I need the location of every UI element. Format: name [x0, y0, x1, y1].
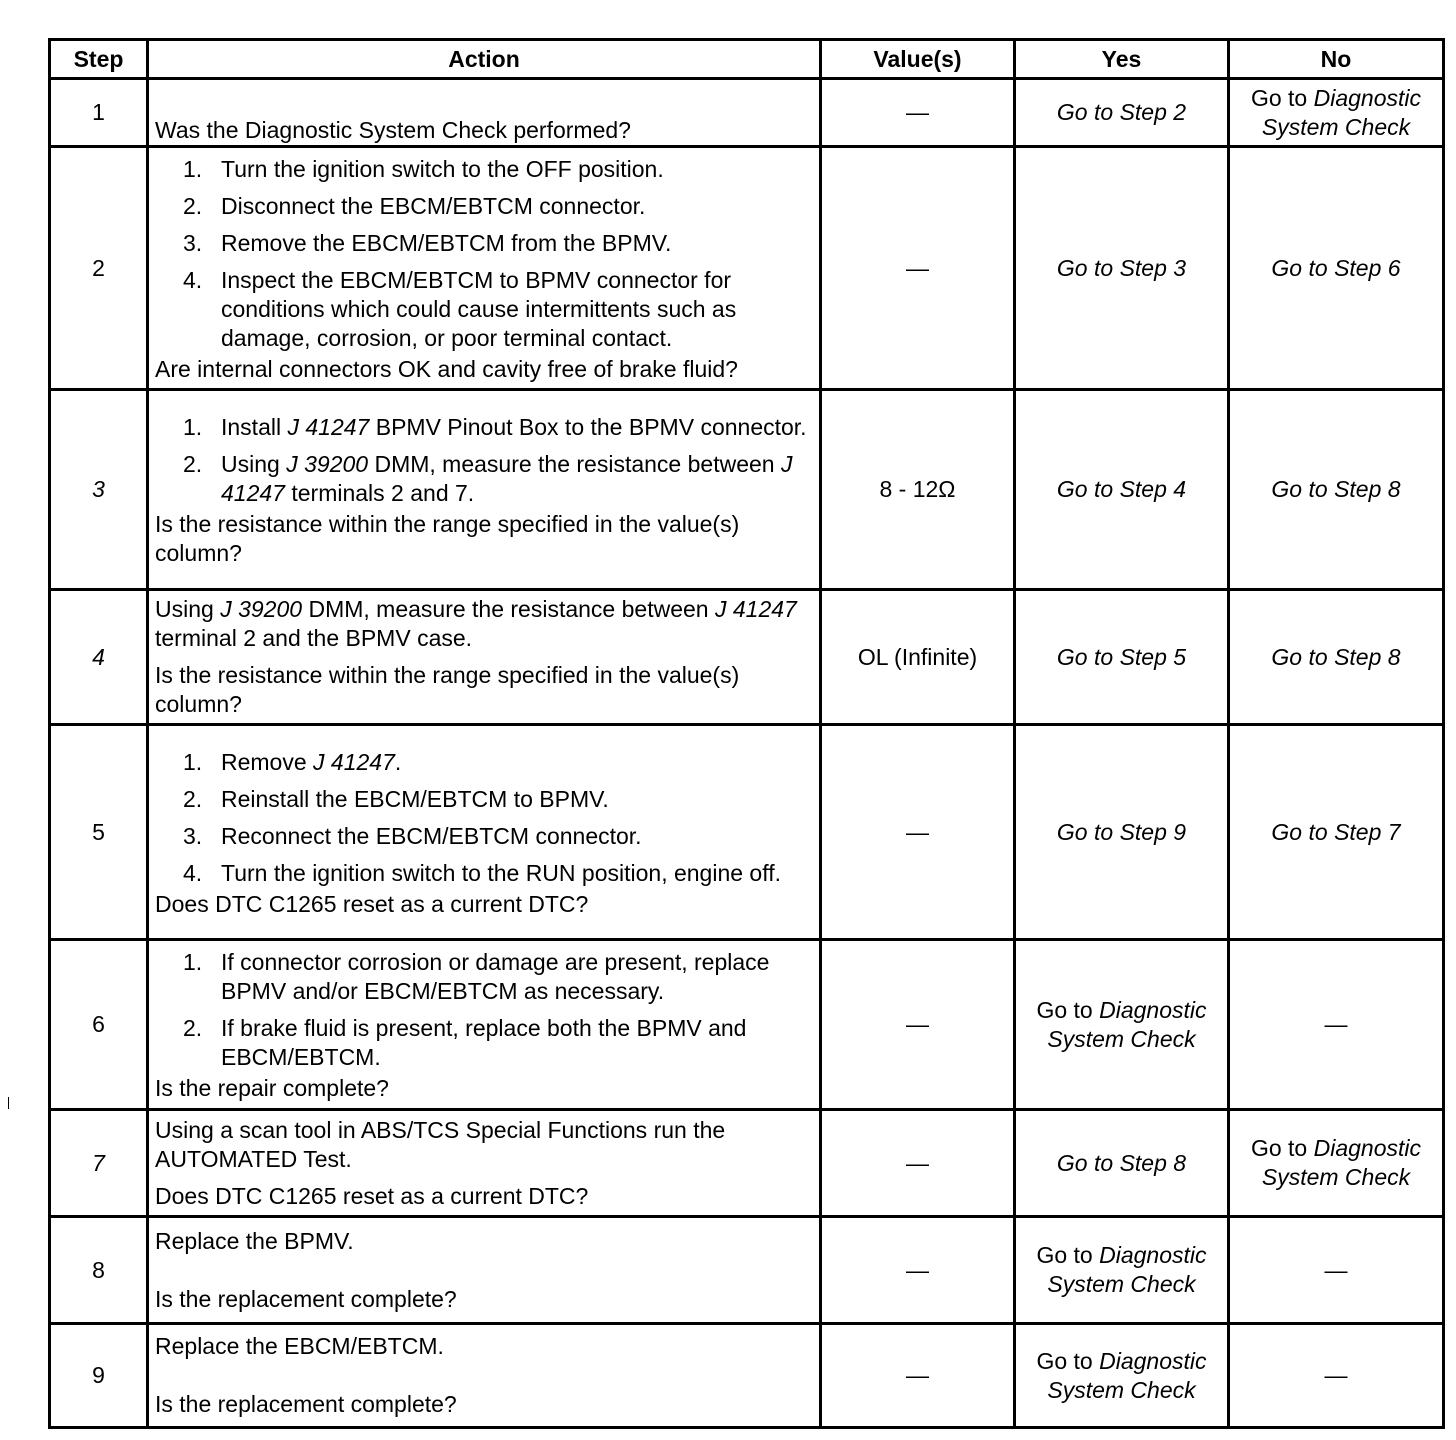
action-question: Is the replacement complete?: [155, 1285, 457, 1312]
action-steps: [155, 413, 813, 508]
tool-ref: J 39200: [220, 596, 303, 622]
step-number: 3: [50, 390, 148, 590]
yes-link[interactable]: Go to Step 2: [1056, 99, 1187, 125]
no-link[interactable]: Go to Step 8: [1271, 476, 1401, 502]
yes-link[interactable]: Diagnostic System Check: [1047, 1347, 1207, 1403]
table-row: [50, 725, 1444, 940]
value-cell: —: [821, 1324, 1015, 1428]
tool-ref: J 41247: [287, 414, 370, 440]
yes-link[interactable]: Go to Step 4: [1056, 476, 1187, 502]
tool-ref: J 39200: [286, 451, 369, 477]
no-cell: [1229, 725, 1444, 940]
yes-cell: [1015, 390, 1229, 590]
tool-ref: J 41247: [313, 748, 395, 775]
action-question: Does DTC C1265 reset as a current DTC?: [155, 890, 589, 917]
value-cell: OL (Infinite): [821, 590, 1015, 725]
action-steps: [155, 948, 813, 1072]
step-number: 7: [50, 1110, 148, 1217]
header-values: Value(s): [821, 40, 1015, 79]
table-row: [50, 390, 1444, 590]
no-link[interactable]: Diagnostic System Check: [1261, 84, 1422, 140]
value-cell: —: [821, 79, 1015, 147]
action-cell: [148, 1217, 821, 1324]
action-cell: [148, 390, 821, 590]
yes-link[interactable]: Go to Step 5: [1056, 643, 1187, 670]
value-cell: —: [821, 147, 1015, 390]
no-link[interactable]: Go to Step 8: [1271, 643, 1401, 670]
action-question: Is the resistance within the range specified in the value(s) column?: [155, 511, 740, 566]
margin-mark: [8, 1097, 9, 1109]
value-cell: —: [821, 725, 1015, 940]
action-steps: [155, 748, 813, 888]
table-row: [50, 940, 1444, 1110]
yes-cell: [1015, 725, 1229, 940]
step-number: 4: [50, 590, 148, 725]
header-step: Step: [50, 40, 148, 79]
action-cell: [148, 940, 821, 1110]
action-step: 2. If brake fluid is present, replace both the BPMV and EBCM/EBTCM.: [183, 1015, 747, 1070]
action-cell: [148, 725, 821, 940]
action-question: Does DTC C1265 reset as a current DTC?: [155, 1182, 589, 1209]
action-step: 1. Remove J 41247.: [183, 748, 402, 775]
header-row: [50, 40, 1444, 79]
value-cell: —: [821, 1110, 1015, 1217]
action-text: Using a scan tool in ABS/TCS Special Functions run the AUTOMATED Test.: [155, 1116, 726, 1172]
yes-cell: Go to Diagnostic System Check: [1015, 1324, 1229, 1428]
action-cell: [148, 590, 821, 725]
header-yes: Yes: [1015, 40, 1229, 79]
table-row: [50, 1324, 1444, 1428]
yes-cell: [1015, 1110, 1229, 1217]
action-cell: [148, 1324, 821, 1428]
diagnostic-table-container: [48, 38, 1442, 1429]
action-step: 2. Disconnect the EBCM/EBTCM connector.: [183, 192, 646, 219]
no-cell: [1229, 390, 1444, 590]
action-step: 4. Inspect the EBCM/EBTCM to BPMV connector for conditions which could cause intermittents such as damage, corrosion, or poor terminal contact.: [183, 266, 737, 351]
step-number: 1: [50, 79, 148, 147]
value-cell: —: [821, 940, 1015, 1110]
yes-cell: [1015, 147, 1229, 390]
yes-link[interactable]: Go to Step 8: [1056, 1149, 1187, 1176]
step-number: 9: [50, 1324, 148, 1428]
action-cell: [148, 147, 821, 390]
no-cell: Go to Diagnostic System Check: [1229, 79, 1444, 147]
yes-cell: Go to Diagnostic System Check: [1015, 1217, 1229, 1324]
action-question: Is the replacement complete?: [155, 1391, 457, 1417]
yes-link[interactable]: Go to Step 9: [1056, 818, 1187, 845]
yes-cell: [1015, 590, 1229, 725]
no-cell: [1229, 590, 1444, 725]
step-number: 6: [50, 940, 148, 1110]
action-text: Using J 39200 DMM, measure the resistance between J 41247 terminal 2 and the BPMV case.: [155, 596, 797, 651]
action-question: Are internal connectors OK and cavity free of brake fluid?: [155, 355, 738, 382]
action-step: 3. Remove the EBCM/EBTCM from the BPMV.: [183, 229, 672, 256]
action-step: 2. Reinstall the EBCM/EBTCM to BPMV.: [183, 785, 609, 812]
action-step: 1. Install J 41247 BPMV Pinout Box to the BPMV connector.: [183, 414, 807, 440]
yes-link[interactable]: Diagnostic System Check: [1047, 996, 1207, 1052]
table-row: [50, 590, 1444, 725]
table-row: [50, 147, 1444, 390]
action-question: Is the resistance within the range specified in the value(s) column?: [155, 662, 740, 717]
action-step: 1. If connector corrosion or damage are present, replace BPMV and/or EBCM/EBTCM as necessary.: [183, 949, 770, 1004]
no-link[interactable]: Diagnostic System Check: [1261, 1135, 1422, 1190]
action-text: Replace the EBCM/EBTCM.: [155, 1333, 444, 1359]
action-text: Replace the BPMV.: [155, 1227, 354, 1254]
action-cell: [148, 1110, 821, 1217]
no-cell: Go to Diagnostic System Check: [1229, 1110, 1444, 1217]
yes-link[interactable]: Diagnostic System Check: [1047, 1242, 1207, 1297]
header-action: Action: [148, 40, 821, 79]
value-cell: 8 - 12Ω: [821, 390, 1015, 590]
diagnostic-table: [48, 38, 1445, 1429]
no-link[interactable]: Go to Step 6: [1271, 254, 1401, 281]
step-number: 8: [50, 1217, 148, 1324]
no-cell: —: [1229, 1324, 1444, 1428]
action-steps: [155, 155, 813, 353]
action-step: 1. Turn the ignition switch to the OFF position.: [183, 155, 664, 182]
step-number: 5: [50, 725, 148, 940]
table-row: [50, 1217, 1444, 1324]
value-cell: —: [821, 1217, 1015, 1324]
action-step: 4. Turn the ignition switch to the RUN position, engine off.: [183, 859, 781, 886]
action-cell: [148, 79, 821, 147]
no-cell: [1229, 147, 1444, 390]
header-no: No: [1229, 40, 1444, 79]
action-question: Was the Diagnostic System Check performed?: [155, 117, 631, 143]
action-step: 3. Reconnect the EBCM/EBTCM connector.: [183, 822, 642, 849]
no-cell: —: [1229, 1217, 1444, 1324]
action-question: Is the repair complete?: [155, 1075, 389, 1101]
yes-cell: [1015, 79, 1229, 147]
tool-ref: J 41247: [221, 451, 793, 506]
yes-cell: Go to Diagnostic System Check: [1015, 940, 1229, 1110]
tool-ref: J 41247: [714, 596, 797, 622]
step-number: 2: [50, 147, 148, 390]
no-cell: —: [1229, 940, 1444, 1110]
table-row: [50, 79, 1444, 147]
no-link[interactable]: Go to Step 7: [1271, 818, 1401, 845]
table-row: [50, 1110, 1444, 1217]
action-step: 2. Using J 39200 DMM, measure the resistance between J 41247 terminals 2 and 7.: [183, 451, 793, 506]
yes-link[interactable]: Go to Step 3: [1056, 254, 1187, 281]
